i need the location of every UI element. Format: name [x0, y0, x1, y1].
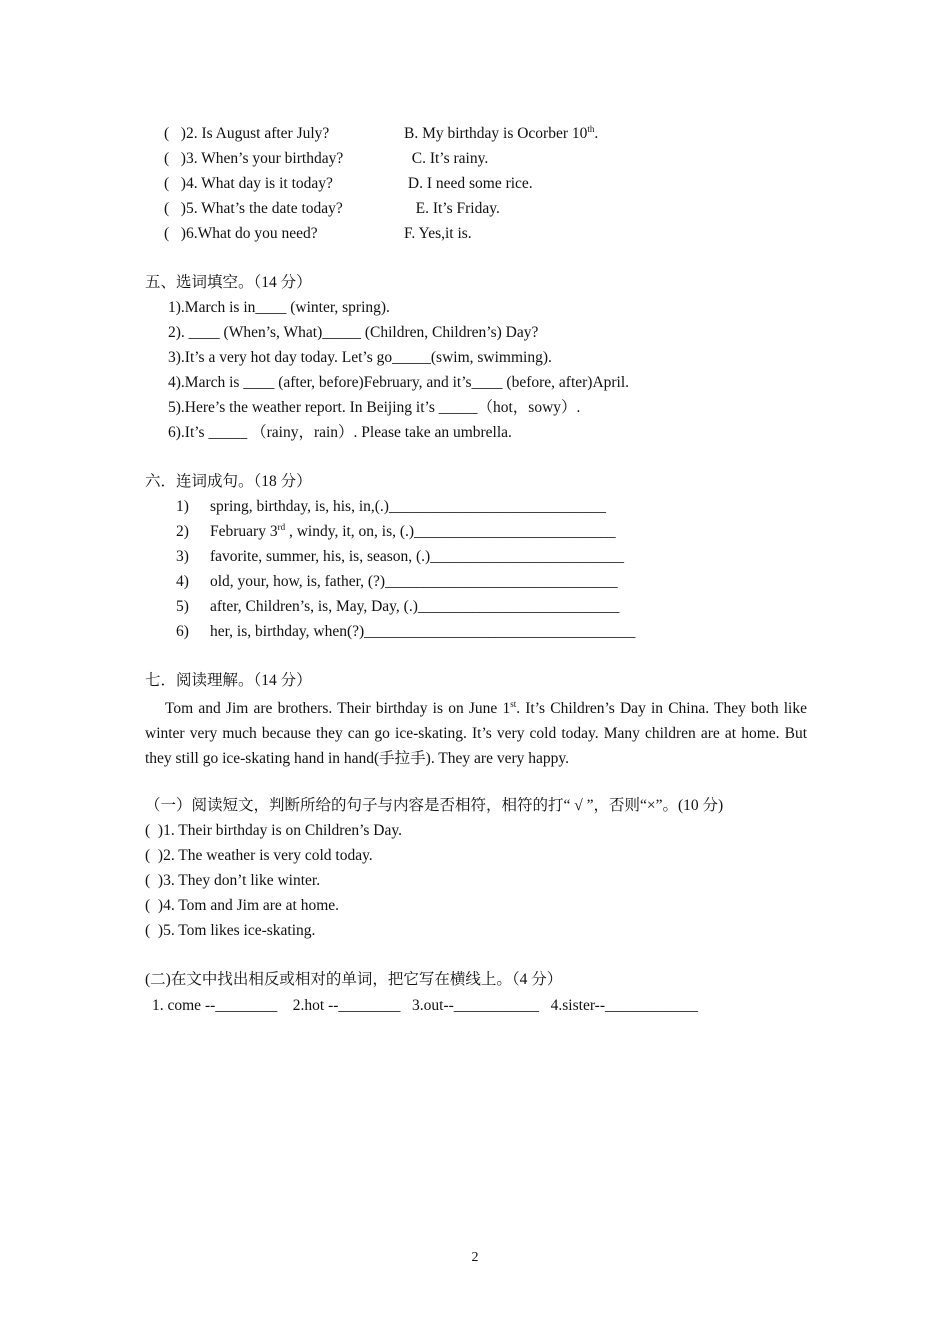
item-words: spring, birthday, is, his, in,(.)____________________________ [210, 498, 606, 515]
item-number: 3) [176, 548, 189, 565]
matching-answer: E. It’s Friday. [404, 200, 500, 217]
true-false-item: ( )2. The weather is very cold today. [145, 847, 373, 864]
item-number: 1) [176, 498, 189, 515]
section-5-title: 五、选词填空。（14 分） [145, 274, 312, 291]
item-words: her, is, birthday, when(?)___________________________________ [210, 623, 636, 640]
matching-answer: C. It’s rainy. [404, 150, 489, 167]
item-words-end: , windy, it, on, is, (.)__________________________ [285, 523, 616, 540]
word-order-item [176, 547, 624, 567]
ordinal-suffix: st [510, 698, 517, 709]
matching-row [164, 124, 598, 144]
item-number: 5) [176, 598, 189, 615]
matching-answer: B. My birthday is Ocorber 10 [404, 125, 588, 142]
fill-blank-item: 1).March is in____ (winter, spring). [168, 299, 390, 316]
part-1-title: （一）阅读短文，判断所给的句子与内容是否相符，相符的打“ √ ”，否则“×”。(10 分) [145, 797, 724, 814]
section-7-title: 七．阅读理解。（14 分） [145, 672, 312, 689]
item-number: 6) [176, 623, 189, 640]
item-words: old, your, how, is, father, (?)______________________________ [210, 573, 618, 590]
page-number: 2 [471, 1250, 479, 1265]
item-number: 2) [176, 523, 189, 540]
matching-question: ( )6.What do you need? [164, 225, 318, 242]
matching-question: ( )2. Is August after July? [164, 125, 330, 142]
matching-row [164, 174, 533, 194]
ordinal-suffix: rd [277, 521, 286, 532]
fill-blank-item: 2). ____ (When’s, What)_____ (Children, Children’s) Day? [168, 324, 539, 341]
fill-blank-item: 5).Here’s the weather report. In Beijing it’s _____（hot，sowy）. [168, 399, 581, 416]
matching-answer-end: . [594, 125, 599, 142]
true-false-item: ( )4. Tom and Jim are at home. [145, 897, 340, 914]
item-number: 4) [176, 573, 189, 590]
fill-blank-item: 3).It’s a very hot day today. Let’s go_____(swim, swimming). [168, 349, 552, 366]
word-order-item [176, 497, 606, 517]
word-order-item [176, 522, 616, 542]
word-order-item [176, 572, 618, 592]
true-false-item: ( )1. Their birthday is on Children’s Day. [145, 822, 402, 839]
matching-question: ( )4. What day is it today? [164, 175, 333, 192]
passage-text-end: . It’s Children’s Day in China. They both like winter very much because they can go ice-skating. It’s very cold today. Many children are at home. But they still go ice-skating hand in hand(手拉手). They are very happy. [145, 700, 807, 767]
fill-blank-item: 6).It’s _____ （rainy，rain）. Please take an umbrella. [168, 424, 512, 441]
matching-question: ( )3. When’s your birthday? [164, 150, 344, 167]
word-order-item [176, 597, 619, 617]
true-false-item: ( )5. Tom likes ice-skating. [145, 922, 316, 939]
item-words: February 3 [210, 523, 278, 540]
true-false-item: ( )3. They don’t like winter. [145, 872, 321, 889]
matching-row [164, 224, 472, 244]
word-order-item [176, 622, 635, 642]
matching-row [164, 199, 500, 219]
antonym-blanks: 1. come --________ 2.hot --________ 3.out--___________ 4.sister--____________ [152, 997, 699, 1014]
fill-blank-item: 4).March is ____ (after, before)February, and it’s____ (before, after)April. [168, 374, 630, 391]
item-words: favorite, summer, his, is, season, (.)_________________________ [210, 548, 624, 565]
part-2-title: (二)在文中找出相反或相对的单词，把它写在横线上。（4 分） [145, 971, 563, 988]
section-6-title: 六．连词成句。（18 分） [145, 473, 312, 490]
matching-question: ( )5. What’s the date today? [164, 200, 343, 217]
passage-text: Tom and Jim are brothers. Their birthday is on June 1 [165, 700, 511, 717]
reading-passage [145, 696, 807, 771]
item-words: after, Children’s, is, May, Day, (.)__________________________ [210, 598, 620, 615]
ordinal-suffix: th [587, 123, 595, 134]
matching-answer: F. Yes,it is. [404, 225, 472, 242]
matching-row [164, 149, 488, 169]
matching-answer: D. I need some rice. [404, 175, 533, 192]
